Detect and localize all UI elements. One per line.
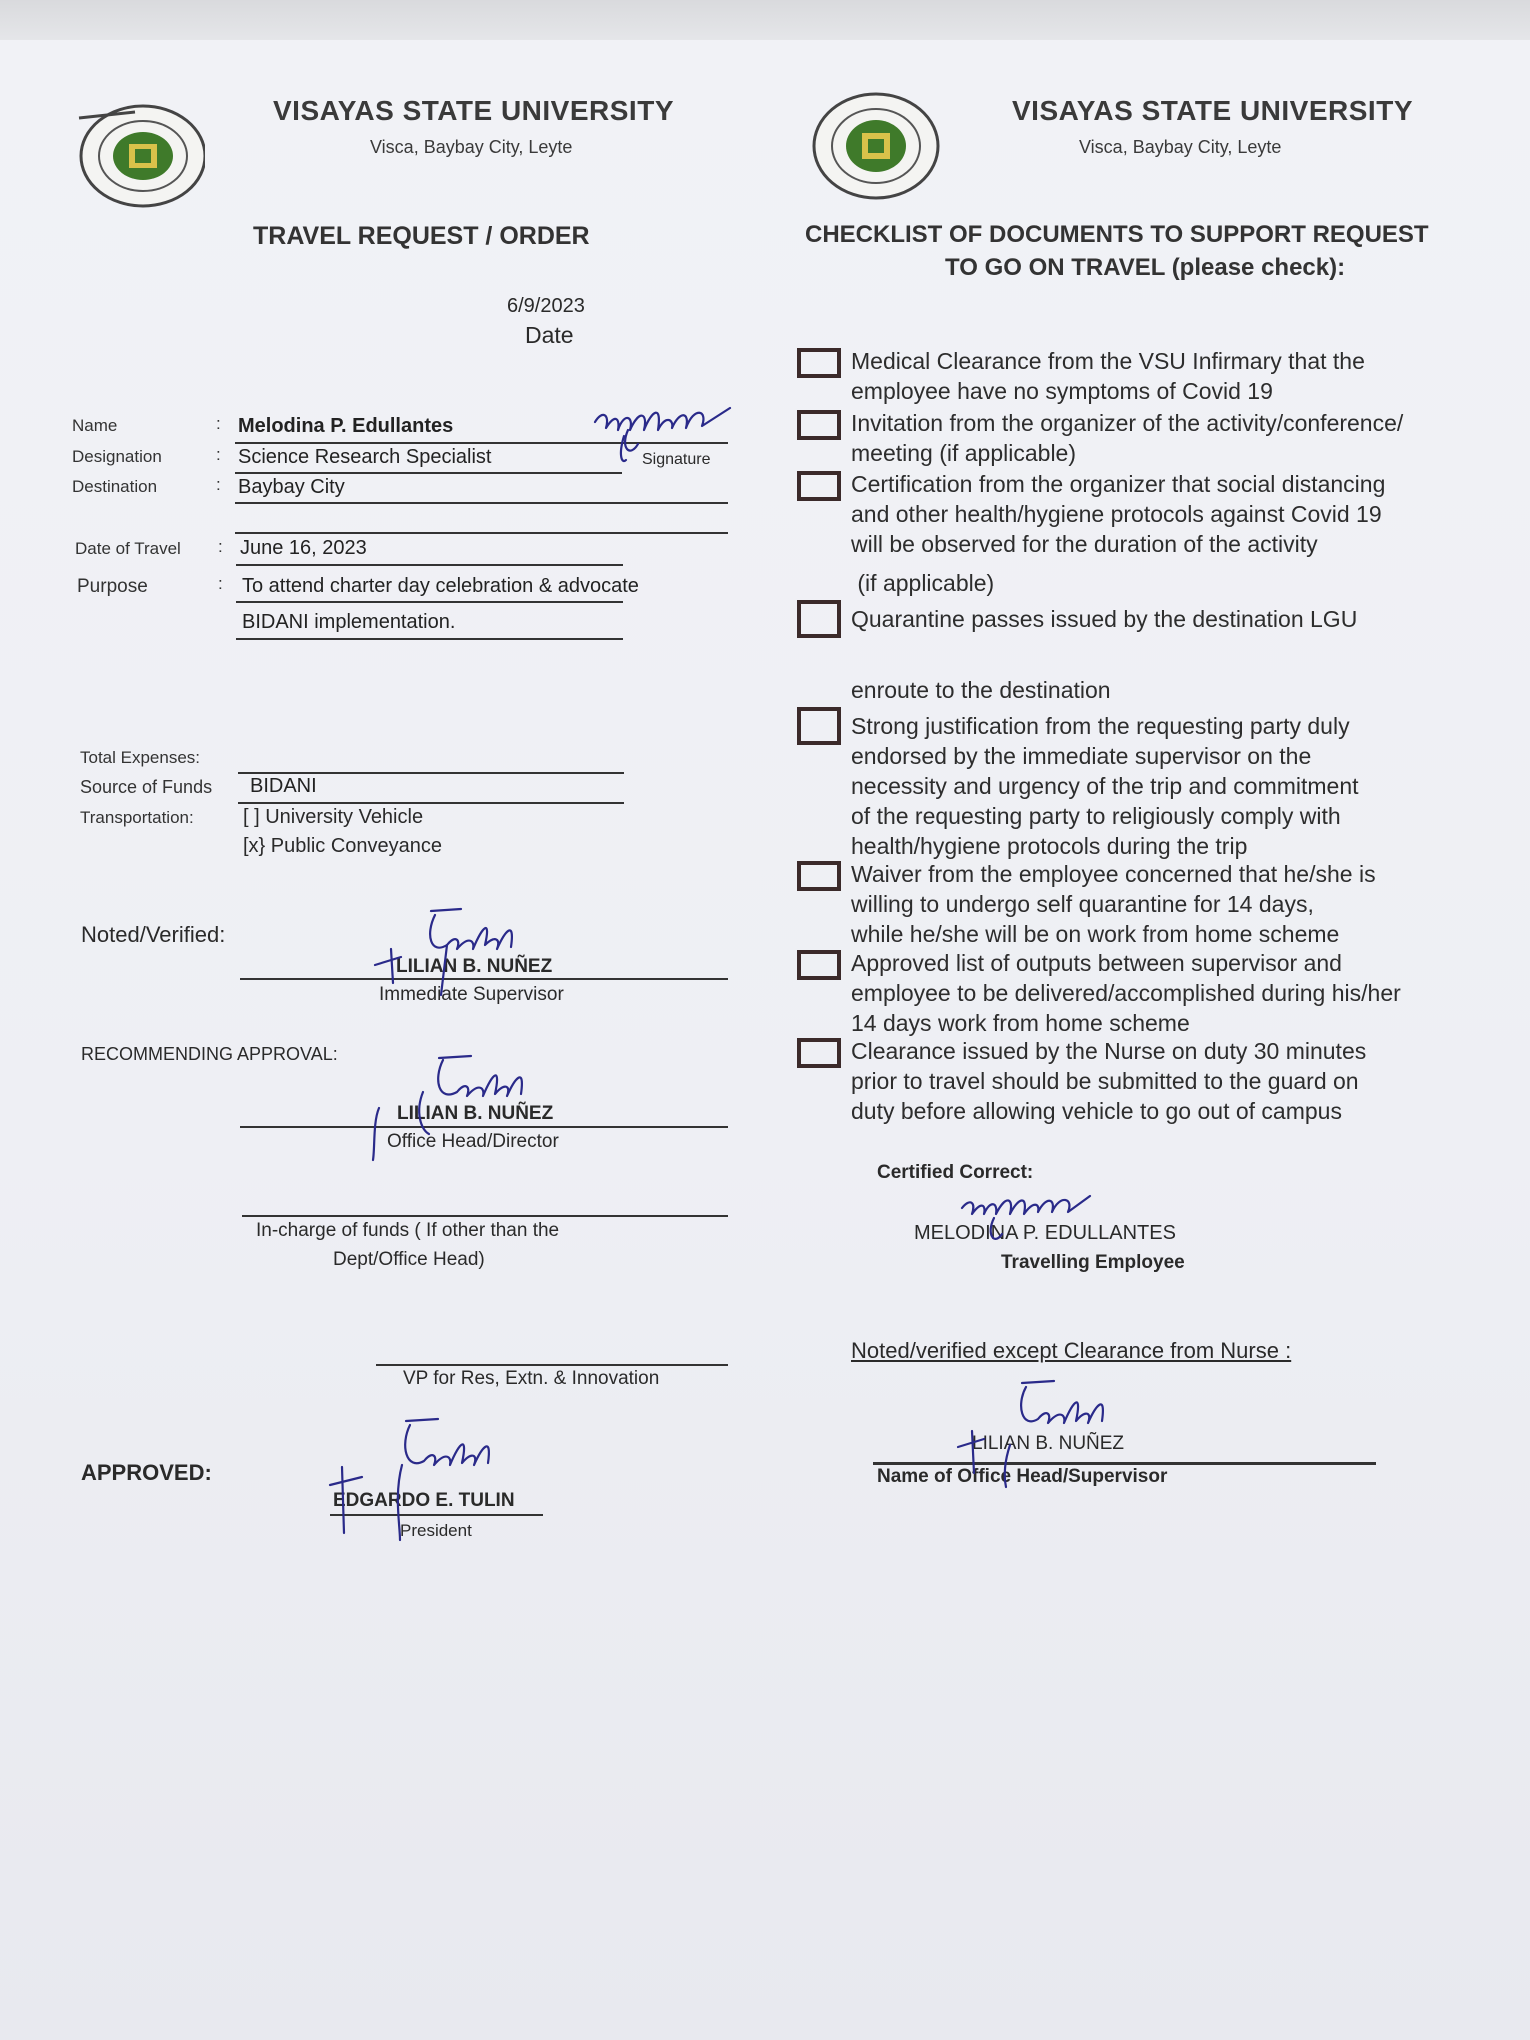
checklist-item-2-line-2: meeting (if applicable) <box>851 440 1077 466</box>
checklist-item-5-line-5: health/hygiene protocols during the trip <box>851 833 1248 859</box>
destination-underline-2 <box>235 532 728 534</box>
checklist-item-5-line-3: necessity and urgency of the trip and commitment <box>851 773 1359 799</box>
destination-underline <box>235 502 728 504</box>
noted-verified-label: Noted/Verified: <box>81 922 226 947</box>
transport-option-university-vehicle: [ ] University Vehicle <box>243 806 424 828</box>
colon: : <box>216 414 221 433</box>
designation-value: Science Research Specialist <box>238 446 492 468</box>
recommending-role: Office Head/Director <box>387 1131 559 1152</box>
checklist-title-line-2: TO GO ON TRAVEL (please check): <box>945 254 1346 281</box>
checklist-item-5-line-1: Strong justification from the requesting party duly <box>851 713 1350 739</box>
date-label: Date <box>525 322 574 348</box>
checkbox[interactable] <box>797 1038 841 1068</box>
checklist-item-3-line-2: and other health/hygiene protocols against Covid 19 <box>851 501 1382 527</box>
checklist-item-5-line-2: endorsed by the immediate supervisor on the <box>851 743 1312 769</box>
checkbox[interactable] <box>797 950 841 980</box>
checklist-item-6-line-2: willing to undergo self quarantine for 14 days, <box>851 891 1314 917</box>
recommending-signature <box>365 1052 565 1162</box>
name-label: Name <box>72 416 118 435</box>
noted-role: Immediate Supervisor <box>379 984 564 1005</box>
vp-signature-line <box>376 1364 728 1366</box>
transportation-label: Transportation: <box>80 808 194 827</box>
in-charge-signature-line <box>242 1215 728 1217</box>
right-noted-role: Name of Office Head/Supervisor <box>877 1466 1168 1487</box>
checkbox[interactable] <box>797 707 841 745</box>
designation-label: Designation <box>72 447 162 466</box>
right-noted-name: LILIAN B. NUÑEZ <box>972 1433 1125 1454</box>
checkbox[interactable] <box>797 410 841 440</box>
checklist-item-1-line-2: employee have no symptoms of Covid 19 <box>851 378 1273 404</box>
certified-role: Travelling Employee <box>1001 1252 1185 1273</box>
checklist-item-8-line-3: duty before allowing vehicle to go out of campus <box>851 1098 1342 1124</box>
in-charge-line-1: In-charge of funds ( If other than the <box>256 1220 560 1241</box>
checklist-item-4-line-1: Quarantine passes issued by the destination LGU <box>851 606 1358 632</box>
president-signature <box>320 1415 520 1545</box>
checklist-item-2-line-1: Invitation from the organizer of the activity/conference/ <box>851 410 1404 436</box>
in-charge-line-2: Dept/Office Head) <box>333 1249 485 1270</box>
colon: : <box>216 475 221 494</box>
recommending-approval-label: RECOMMENDING APPROVAL: <box>81 1044 338 1064</box>
top-background-strip <box>0 0 1530 44</box>
colon: : <box>218 574 223 593</box>
checklist-item-5-line-4: of the requesting party to religiously comply with <box>851 803 1341 829</box>
checklist-item-3-line-3: will be observed for the duration of the activity <box>851 531 1318 557</box>
signature-label: Signature <box>642 451 711 468</box>
colon: : <box>218 537 223 556</box>
checkbox[interactable] <box>797 348 841 378</box>
purpose-label: Purpose <box>77 576 148 597</box>
university-name: VISAYAS STATE UNIVERSITY <box>273 95 674 126</box>
purpose-underline-1 <box>236 601 623 603</box>
checklist-item-3-line-4: (if applicable) <box>851 570 995 596</box>
checklist-title-line-1: CHECKLIST OF DOCUMENTS TO SUPPORT REQUEST <box>805 221 1429 248</box>
university-seal-icon <box>75 100 205 210</box>
source-of-funds-label: Source of Funds <box>80 777 213 797</box>
certified-correct-label: Certified Correct: <box>877 1162 1034 1183</box>
checkbox[interactable] <box>797 471 841 501</box>
university-name-right: VISAYAS STATE UNIVERSITY <box>1012 95 1413 126</box>
checklist-item-3-line-1: Certification from the organizer that social distancing <box>851 471 1386 497</box>
date-of-travel-label: Date of Travel <box>75 539 181 558</box>
checklist-item-7-line-3: 14 days work from home scheme <box>851 1010 1190 1036</box>
certified-signature <box>950 1190 1150 1250</box>
checklist-item-6-line-3: while he/she will be on work from home scheme <box>851 921 1340 947</box>
date-of-travel-underline <box>236 564 623 566</box>
purpose-underline-2 <box>236 638 623 640</box>
university-seal-icon <box>810 90 940 200</box>
recommending-name: LILIAN B. NUÑEZ <box>397 1103 554 1124</box>
checklist-item-8-line-2: prior to travel should be submitted to the guard on <box>851 1068 1359 1094</box>
checklist-item-6-line-1: Waiver from the employee concerned that he/she is <box>851 861 1376 887</box>
name-value: Melodina P. Edullantes <box>238 415 454 437</box>
checklist-item-7-line-2: employee to be delivered/accomplished during his/her <box>851 980 1401 1006</box>
checklist-item-4-line-3: enroute to the destination <box>851 677 1111 703</box>
checkbox[interactable] <box>797 600 841 638</box>
noted-signature <box>365 905 545 1005</box>
approved-name: EDGARDO E. TULIN <box>333 1490 515 1511</box>
purpose-line-1: To attend charter day celebration & advocate <box>242 575 639 597</box>
checklist-item-7-line-1: Approved list of outputs between supervisor and <box>851 950 1342 976</box>
form-title: TRAVEL REQUEST / ORDER <box>253 222 590 250</box>
destination-value: Baybay City <box>238 476 345 498</box>
total-expenses-label: Total Expenses: <box>80 748 201 767</box>
right-noted-signature <box>950 1375 1130 1495</box>
date-value: 6/9/2023 <box>507 295 585 317</box>
checkbox[interactable] <box>797 861 841 891</box>
destination-label: Destination <box>72 477 158 496</box>
noted-name: LILIAN B. NUÑEZ <box>396 956 553 977</box>
vp-role: VP for Res, Extn. & Innovation <box>403 1368 660 1389</box>
noted-except-nurse-label: Noted/verified except Clearance from Nurse : <box>851 1338 1292 1363</box>
designation-underline <box>235 472 622 474</box>
university-address-right: Visca, Baybay City, Leyte <box>1079 137 1282 157</box>
approved-role: President <box>400 1521 472 1540</box>
approved-label: APPROVED: <box>81 1460 212 1485</box>
certified-name: MELODINA P. EDULLANTES <box>914 1222 1176 1244</box>
source-of-funds-underline <box>238 802 624 804</box>
date-of-travel-value: June 16, 2023 <box>240 537 367 559</box>
employee-signature <box>590 400 740 475</box>
total-expenses-underline <box>238 772 624 774</box>
transport-option-public-conveyance: [x} Public Conveyance <box>243 835 443 857</box>
university-address: Visca, Baybay City, Leyte <box>370 137 573 157</box>
source-of-funds-value: BIDANI <box>250 775 317 797</box>
checklist-item-8-line-1: Clearance issued by the Nurse on duty 30 minutes <box>851 1038 1367 1064</box>
purpose-line-2: BIDANI implementation. <box>242 611 456 633</box>
colon: : <box>216 445 221 464</box>
checklist-item-1-line-1: Medical Clearance from the VSU Infirmary that the <box>851 348 1365 374</box>
